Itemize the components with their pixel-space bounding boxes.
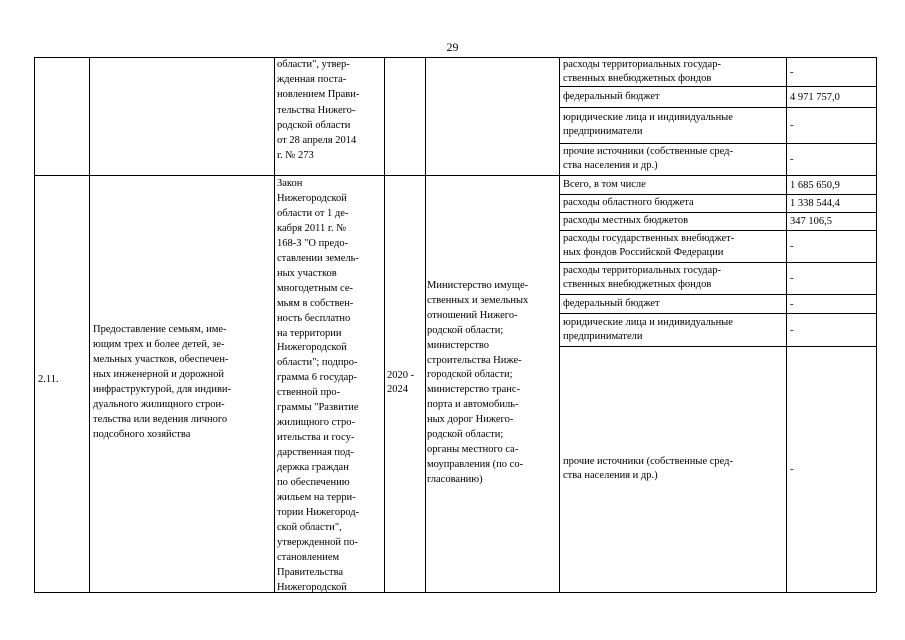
funding-amount: -	[790, 324, 794, 336]
executor-line: родской области;	[427, 429, 504, 440]
legal-basis-line: тельства Нижего-	[277, 104, 356, 116]
measure-name-line: Предоставление семьям, име-	[93, 324, 227, 335]
funding-amount: -	[790, 298, 794, 310]
legal-basis-line: жденная поста-	[277, 74, 347, 86]
legal-basis-line: жилищного стро-	[277, 417, 355, 429]
legal-basis-line: жильем на терри-	[277, 491, 356, 503]
executor-line: моуправления (по со-	[427, 458, 524, 470]
funding-source-name: расходы территориальных государ-	[563, 59, 721, 70]
executor-line: строительства Ниже-	[427, 354, 522, 366]
table-horizontal-rule	[559, 86, 876, 87]
measure-name-line: ющим трех и более детей, зе-	[93, 339, 225, 350]
table-horizontal-rule	[559, 230, 876, 231]
executor-line: порта и автомобиль-	[427, 399, 519, 411]
funding-source-name: расходы областного бюджета	[563, 197, 694, 208]
funding-amount: -	[790, 464, 794, 475]
legal-basis-line: становлением	[277, 551, 340, 563]
measure-name-line: дуального жилищного строи-	[93, 399, 225, 410]
program-table	[34, 57, 876, 592]
legal-basis-line: ской области",	[277, 521, 342, 533]
table-horizontal-rule	[559, 194, 876, 195]
row-number: 2.11.	[38, 374, 59, 385]
executor-line: Министерство имуще-	[427, 280, 529, 291]
legal-basis-line: Правительства	[277, 566, 344, 578]
table-horizontal-rule	[34, 175, 876, 176]
funding-amount: -	[790, 273, 794, 284]
legal-basis-line: родской области	[277, 119, 351, 131]
measure-name-line: тельства или ведения личного	[93, 414, 228, 425]
executor-line: гласованию)	[427, 473, 483, 485]
table-horizontal-rule	[559, 107, 876, 108]
legal-basis-line: утвержденной по-	[277, 536, 359, 548]
table-horizontal-rule	[559, 143, 876, 144]
table-vertical-rule	[786, 57, 787, 592]
legal-basis-line: тории Нижегород-	[277, 506, 360, 518]
legal-basis-line: кабря 2011 г. №	[277, 222, 347, 234]
table-vertical-rule	[89, 57, 90, 592]
legal-basis-line: ительства и госу-	[277, 432, 355, 444]
legal-basis-line: мьям в собствен-	[277, 297, 354, 309]
table-horizontal-rule	[559, 262, 876, 263]
legal-basis-line: грамма 6 государ-	[277, 372, 358, 384]
funding-amount: 347 106,5	[790, 216, 832, 227]
funding-amount: 4 971 757,0	[790, 91, 840, 103]
funding-source-name: ства населения и др.)	[563, 470, 658, 481]
legal-basis-line: на территории	[277, 327, 342, 339]
legal-basis-line: Нижегородской	[277, 192, 347, 204]
funding-source-name: ственных внебюджетных фондов	[563, 279, 712, 290]
funding-source-name: юридические лица и индивидуальные	[563, 316, 733, 328]
table-vertical-rule	[876, 57, 877, 592]
table-vertical-rule	[559, 57, 560, 592]
legal-basis-line: 168-З "О предо-	[277, 237, 349, 249]
legal-basis-line: Нижегородской	[277, 342, 347, 354]
legal-basis-line: граммы "Развитие	[277, 402, 359, 414]
executor-line: министерство транс-	[427, 384, 521, 396]
period-line: 2024	[387, 384, 408, 395]
funding-amount: 1 338 544,4	[790, 198, 840, 209]
funding-source-name: прочие источники (собственные сред-	[563, 146, 734, 157]
legal-basis-line: по обеспечению	[277, 477, 350, 488]
funding-amount: -	[790, 120, 794, 131]
funding-amount: -	[790, 241, 794, 252]
legal-basis-line: ставлении земель-	[277, 252, 359, 264]
table-horizontal-rule	[559, 346, 876, 347]
table-vertical-rule	[425, 57, 426, 592]
funding-source-name: федеральный бюджет	[563, 90, 660, 102]
funding-source-name: предприниматели	[563, 126, 643, 137]
funding-source-name: расходы территориальных государ-	[563, 265, 721, 276]
funding-source-name: Всего, в том числе	[563, 178, 646, 190]
funding-source-name: федеральный бюджет	[563, 297, 660, 309]
executor-line: отношений Нижего-	[427, 309, 518, 321]
funding-amount: -	[790, 66, 794, 78]
legal-basis-line: многодетным се-	[277, 282, 353, 294]
executor-line: органы местного са-	[427, 443, 519, 455]
funding-source-name: ных фондов Российской Федерации	[563, 247, 724, 258]
funding-amount: -	[790, 154, 794, 165]
measure-name-line: ных инженерной и дорожной	[93, 369, 225, 380]
executor-line: ственных и земельных	[427, 294, 529, 306]
legal-basis-line: ных участков	[277, 267, 337, 279]
table-horizontal-rule	[559, 212, 876, 213]
funding-source-name: прочие источники (собственные сред-	[563, 456, 734, 467]
legal-basis-line: от 28 апреля 2014	[277, 135, 357, 146]
measure-name-line: инфраструктурой, для индиви-	[93, 384, 232, 395]
legal-basis-line: ственной про-	[277, 387, 341, 399]
legal-basis-line: дарственная под-	[277, 447, 354, 459]
funding-source-name: ственных внебюджетных фондов	[563, 73, 712, 84]
table-horizontal-rule	[559, 294, 876, 295]
legal-basis-line: Нижегородской	[277, 581, 347, 593]
table-horizontal-rule	[34, 57, 876, 58]
funding-source-name: юридические лица и индивидуальные	[563, 112, 733, 123]
period-line: 2020 -	[387, 370, 415, 381]
executor-line: министерство	[427, 339, 490, 351]
executor-line: ных дорог Нижего-	[427, 414, 514, 426]
funding-amount: 1 685 650,9	[790, 179, 840, 191]
legal-basis-line: области", утвер-	[277, 59, 350, 70]
legal-basis-line: держка граждан	[277, 462, 349, 474]
executor-line: родской области;	[427, 324, 504, 336]
page-number: 29	[446, 40, 459, 54]
measure-name-line: подсобного хозяйства	[93, 429, 191, 440]
legal-basis-line: области"; подпро-	[277, 357, 358, 369]
funding-source-name: ства населения и др.)	[563, 160, 658, 171]
table-vertical-rule	[34, 57, 35, 592]
legal-basis-line: области от 1 де-	[277, 207, 349, 219]
table-horizontal-rule	[559, 313, 876, 314]
legal-basis-line: Закон	[277, 178, 303, 189]
executor-line: городской области;	[427, 369, 513, 381]
funding-source-name: расходы местных бюджетов	[563, 215, 689, 226]
funding-source-name: предприниматели	[563, 330, 643, 342]
table-horizontal-rule	[34, 592, 876, 593]
funding-source-name: расходы государственных внебюджет-	[563, 233, 735, 244]
table-vertical-rule	[274, 57, 275, 592]
table-vertical-rule	[384, 57, 385, 592]
measure-name-line: мельных участков, обеспечен-	[93, 354, 229, 365]
legal-basis-line: новлением Прави-	[277, 89, 360, 101]
legal-basis-line: ность бесплатно	[277, 312, 351, 324]
legal-basis-line: г. № 273	[277, 150, 314, 162]
